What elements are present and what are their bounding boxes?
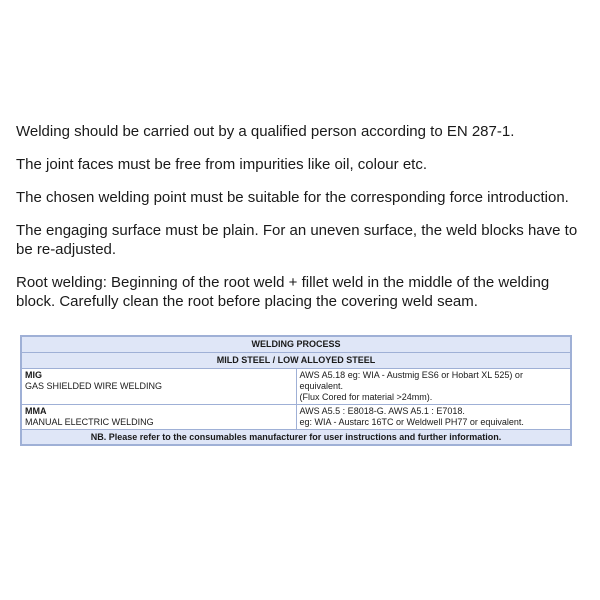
- process-code: MIG: [25, 370, 42, 380]
- process-cell: [22, 369, 297, 405]
- table-subtitle: MILD STEEL / LOW ALLOYED STEEL: [22, 353, 571, 369]
- paragraph-welding-point: The chosen welding point must be suitable for the corresponding force introduction.: [16, 189, 569, 206]
- process-name: MANUAL ELECTRIC WELDING: [25, 417, 154, 427]
- table-row: [22, 405, 571, 430]
- welding-process-table: [20, 335, 572, 446]
- spec-line: (Flux Cored for material >24mm).: [299, 392, 433, 402]
- table-footer-row: [22, 430, 571, 445]
- paragraph-qualified-person: Welding should be carried out by a qualified person according to EN 287-1.: [16, 123, 515, 140]
- spec-cell: [296, 405, 571, 430]
- process-cell: [22, 405, 297, 430]
- instructions-text: [16, 122, 586, 325]
- spec-line: AWS A5.18 eg: WIA - Austmig ES6 or Hobart XL 525) or equivalent.: [299, 370, 523, 391]
- paragraph-joint-faces: The joint faces must be free from impurities like oil, colour etc.: [16, 156, 427, 173]
- paragraph-engaging-surface: The engaging surface must be plain. For an uneven surface, the weld blocks have to be re-adjusted.: [16, 222, 578, 258]
- table-title-row: [22, 337, 571, 353]
- spec-cell: [296, 369, 571, 405]
- table-row: [22, 369, 571, 405]
- spec-line: eg: WIA - Austarc 16TC or Weldwell PH77 or equivalent.: [299, 417, 524, 427]
- spec-line: AWS A5.5 : E8018-G. AWS A5.1 : E7018.: [299, 406, 465, 416]
- table-subtitle-row: [22, 353, 571, 369]
- table-footer-note: NB. Please refer to the consumables manufacturer for user instructions and further information.: [22, 430, 571, 445]
- table-title: WELDING PROCESS: [22, 337, 571, 353]
- process-name: GAS SHIELDED WIRE WELDING: [25, 381, 163, 391]
- paragraph-root-welding: Root welding: Beginning of the root weld + fillet weld in the middle of the welding block. Carefully clean the root before placing the covering weld seam.: [16, 274, 550, 310]
- process-code: MMA: [25, 406, 47, 416]
